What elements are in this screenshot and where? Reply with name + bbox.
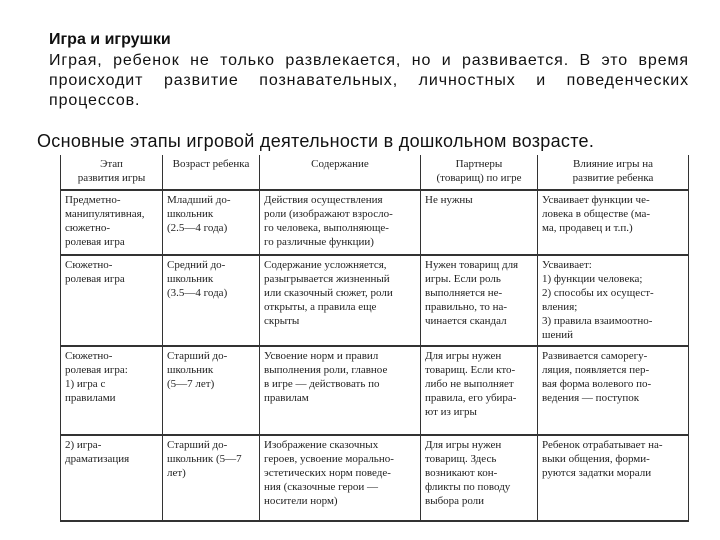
cell-content: Содержание усложняется, разыгрывается жизненный или сказочный сюжет, роли открыты, а правила еще скрыты <box>260 255 421 346</box>
cell-content: Усвоение норм и правил выполнения роли, главное в игре — действовать по правилам <box>260 346 421 435</box>
header-partners: Партнеры (товарищ) по игре <box>421 155 538 190</box>
table-row <box>61 190 689 255</box>
cell-content: Действия осуществления роли (изображают взросло- го человека, выполняюще- го различные функции) <box>260 190 421 255</box>
header-stage: Этап развития игры <box>61 155 163 190</box>
cell-partners: Нужен товарищ для игры. Если роль выполняется не- правильно, то на- чинается скандал <box>421 255 538 346</box>
cell-partners: Для игры нужен товарищ. Если кто- либо не выполняет правила, его убира- ют из игры <box>421 346 538 435</box>
cell-partners: Не нужны <box>421 190 538 255</box>
cell-stage: 2) игра- драматизация <box>61 435 163 521</box>
cell-stage: Сюжетно- ролевая игра: 1) игра с правилами <box>61 346 163 435</box>
cell-influence: Усваивает функции че- ловека в обществе (ма- ма, продавец и т.п.) <box>538 190 689 255</box>
cell-stage: Сюжетно- ролевая игра <box>61 255 163 346</box>
table-row <box>61 346 689 435</box>
page-heading: Игра и игрушки <box>49 31 171 48</box>
cell-content: Изображение сказочных героев, усвоение морально- эстетических норм поведе- ния (сказочные герои — носители норм) <box>260 435 421 521</box>
cell-stage: Предметно- манипулятивная, сюжетно- ролевая игра <box>61 190 163 255</box>
cell-influence: Ребенок отрабатывает на- выки общения, форми- руются задатки морали <box>538 435 689 521</box>
table-header-row <box>61 155 689 190</box>
play-stages-table <box>60 155 689 522</box>
header-content: Содержание <box>260 155 421 190</box>
cell-age: Старший до- школьник (5—7 лет) <box>163 346 260 435</box>
cell-age: Средний до- школьник (3.5—4 года) <box>163 255 260 346</box>
cell-age: Младший до- школьник (2.5—4 года) <box>163 190 260 255</box>
intro-paragraph: Играя, ребенок не только развлекается, но и развивается. В это время происходит развитие познавательных, личностных и поведенческих процессов. <box>49 52 689 109</box>
cell-influence: Развивается саморегу- ляция, появляется пер- вая форма волевого по- ведения — поступок <box>538 346 689 435</box>
table-row <box>61 435 689 521</box>
header-influence: Влияние игры на развитие ребенка <box>538 155 689 190</box>
header-age: Возраст ребенка <box>163 155 260 190</box>
table-title: Основные этапы игровой деятельности в дошкольном возрасте. <box>37 131 595 151</box>
cell-influence: Усваивает: 1) функции человека; 2) способы их осущест- вления; 3) правила взаимоотно- шений <box>538 255 689 346</box>
table-row <box>61 255 689 346</box>
cell-age: Старший до- школьник (5—7 лет) <box>163 435 260 521</box>
cell-partners: Для игры нужен товарищ. Здесь возникают кон- фликты по поводу выбора роли <box>421 435 538 521</box>
